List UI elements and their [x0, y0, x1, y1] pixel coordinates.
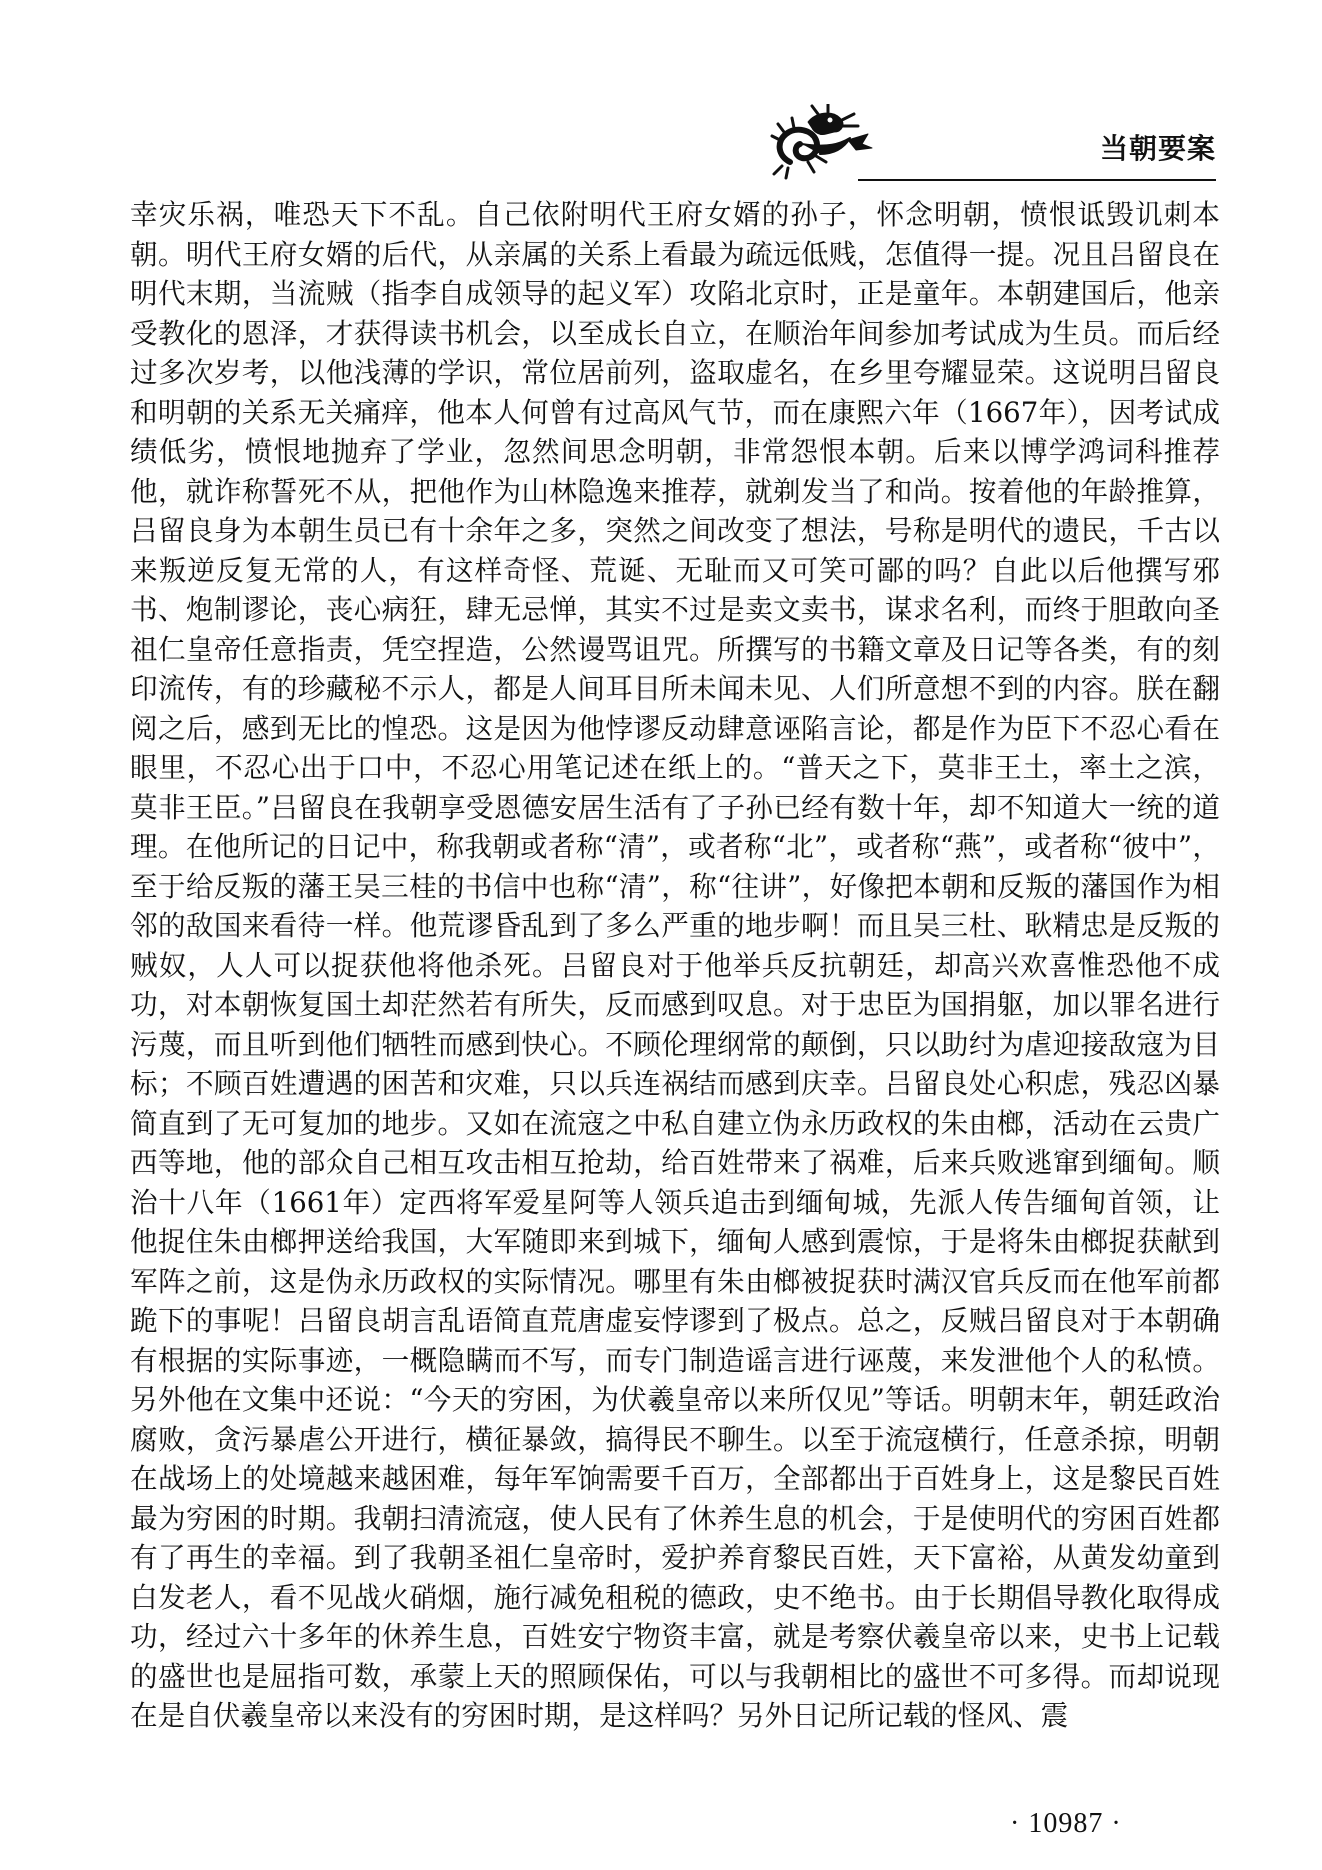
page-number: · 10987 ·	[1010, 1808, 1122, 1839]
header-rule	[858, 179, 1216, 181]
dragon-icon	[768, 104, 878, 180]
running-header	[768, 96, 1216, 184]
body-paragraph: 幸灾乐祸，唯恐天下不乱。自己依附明代王府女婿的孙子，怀念明朝，愤恨诋毁讥刺本朝。明代王府女婿的后代，从亲属的关系上看最为疏远低贱，怎值得一提。况且吕留良在明代末期，当流贼（指李自成领导的起义军）攻陷北京时，正是童年。本朝建国后，他亲受教化的恩泽，才获得读书机会，以至成长自立，在顺治年间参加考试成为生员。而后经过多次岁考，以他浅薄的学识，常位居前列，盗取虚名，在乡里夸耀显荣。这说明吕留良和明朝的关系无关痛痒，他本人何曾有过高风气节，而在康熙六年（1667年），因考试成绩低劣，愤恨地抛弃了学业，忽然间思念明朝，非常怨恨本朝。后来以博学鸿词科推荐他，就诈称誓死不从，把他作为山林隐逸来推荐，就剃发当了和尚。按着他的年龄推算，吕留良身为本朝生员已有十余年之多，突然之间改变了想法，号称是明代的遗民，千古以来叛逆反复无常的人，有这样奇怪、荒诞、无耻而又可笑可鄙的吗？自此以后他撰写邪书、炮制谬论，丧心病狂，肆无忌惮，其实不过是卖文卖书，谋求名利，而终于胆敢向圣祖仁皇帝任意指责，凭空捏造，公然谩骂诅咒。所撰写的书籍文章及日记等各类，有的刻印流传，有的珍藏秘不示人，都是人间耳目所未闻未见、人们所意想不到的内容。朕在翻阅之后，感到无比的惶恐。这是因为他悖谬反动肆意诬陷言论，都是作为臣下不忍心看在眼里，不忍心出于口中，不忍心用笔记述在纸上的。“普天之下，莫非王土，率土之滨，莫非王臣。”吕留良在我朝享受恩德安居生活有了子孙已经有数十年，却不知道大一统的道理。在他所记的日记中，称我朝或者称“清”，或者称“北”，或者称“燕”，或者称“彼中”，至于给反叛的藩王吴三桂的书信中也称“清”，称“往讲”，好像把本朝和反叛的藩国作为相邻的敌国来看待一样。他荒谬昏乱到了多么严重的地步啊！而且吴三杜、耿精忠是反叛的贼奴，人人可以捉获他将他杀死。吕留良对于他举兵反抗朝廷，却高兴欢喜惟恐他不成功，对本朝恢复国土却茫然若有所失，反而感到叹息。对于忠臣为国捐躯，加以罪名进行污蔑，而且听到他们牺牲而感到快心。不顾伦理纲常的颠倒，只以助纣为虐迎接敌寇为目标；不顾百姓遭遇的困苦和灾难，只以兵连祸结而感到庆幸。吕留良处心积虑，残忍凶暴简直到了无可复加的地步。又如在流寇之中私自建立伪永历政权的朱由榔，活动在云贵广西等地，他的部众自己相互攻击相互抢劫，给百姓带来了祸难，后来兵败逃窜到缅甸。顺治十八年（1661年）定西将军爱星阿等人领兵追击到缅甸城，先派人传告缅甸首领，让他捉住朱由榔押送给我国，大军随即来到城下，缅甸人感到震惊，于是将朱由榔捉获献到军阵之前，这是伪永历政权的实际情况。哪里有朱由榔被捉获时满汉官兵反而在他军前都跪下的事呢！吕留良胡言乱语简直荒唐虚妄悖谬到了极点。总之，反贼吕留良对于本朝确有根据的实际事迹，一概隐瞒而不写，而专门制造谣言进行诬蔑，来发泄他个人的私愤。另外他在文集中还说：“今天的穷困，为伏羲皇帝以来所仅见”等话。明朝末年，朝廷政治腐败，贪污暴虐公开进行，横征暴敛，搞得民不聊生。以至于流寇横行，任意杀掠，明朝在战场上的处境越来越困难，每年军饷需要千百万，全部都出于百姓身上，这是黎民百姓最为穷困的时期。我朝扫清流寇，使人民有了休养生息的机会，于是使明代的穷困百姓都有了再生的幸福。到了我朝圣祖仁皇帝时，爱护养育黎民百姓，天下富裕，从黄发幼童到白发老人，看不见战火硝烟，施行减免租税的德政，史不绝书。由于长期倡导教化取得成功，经过六十多年的休养生息，百姓安宁物资丰富，就是考察伏羲皇帝以来，史书上记载的盛世也是屈指可数，承蒙上天的照顾保佑，可以与我朝相比的盛世不可多得。而却说现在是自伏羲皇帝以来没有的穷困时期，是这样吗？另外日记所记载的怪风、震	[130, 198, 1220, 1732]
section-title: 当朝要案	[1099, 132, 1216, 165]
